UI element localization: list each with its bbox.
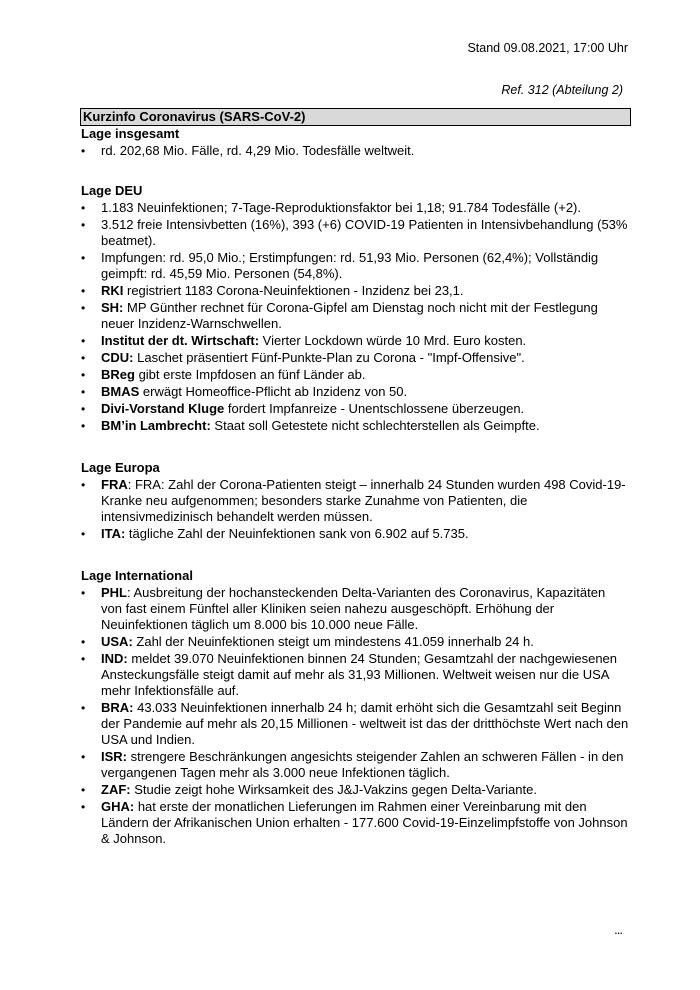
list-item	[81, 217, 629, 249]
item-label: Institut der dt. Wirtschaft:	[101, 333, 260, 348]
item-label: CDU:	[101, 350, 134, 365]
item-text: 3.512 freie Intensivbetten (16%), 393 (+6) COVID-19 Patienten in Intensivbehandlung (53% beatmet).	[101, 217, 628, 248]
list-item	[81, 401, 629, 417]
item-label: ZAF:	[101, 782, 131, 797]
item-text: registriert 1183 Corona-Neuinfektionen - Inzidenz bei 23,1.	[123, 283, 464, 298]
document-title: Kurzinfo Coronavirus (SARS-CoV-2)	[80, 108, 631, 126]
reference-label: Ref. 312 (Abteilung 2)	[501, 83, 623, 97]
list-item	[81, 782, 629, 798]
bullet-list	[81, 477, 629, 542]
list-item	[81, 250, 629, 282]
sections-container	[81, 126, 629, 847]
item-label: BReg	[101, 367, 135, 382]
section-heading: Lage DEU	[81, 183, 143, 198]
list-item	[81, 585, 629, 633]
item-label: PHL	[101, 585, 127, 600]
item-text: : Ausbreitung der hochansteckenden Delta-Varianten des Coronavirus, Kapazitäten von fast einem Fünftel aller Kliniken seien nahezu ausgeschöpft. Erhöhung der Neuinfektionen täglich um 8.000 bis 10.000 neue Fälle.	[101, 585, 606, 632]
section-heading: Lage International	[81, 568, 193, 583]
item-text: tägliche Zahl der Neuinfektionen sank von 6.902 auf 5.735.	[125, 526, 469, 541]
list-item	[81, 143, 629, 159]
list-item	[81, 749, 629, 781]
item-label: Divi-Vorstand Kluge	[101, 401, 225, 416]
bullet-list	[81, 585, 629, 847]
continuation-marker: ...	[614, 922, 622, 937]
list-item	[81, 300, 629, 332]
item-label: SH:	[101, 300, 124, 315]
list-item	[81, 477, 629, 525]
list-item	[81, 350, 629, 366]
list-item	[81, 283, 629, 299]
section-heading: Lage Europa	[81, 460, 160, 475]
item-text: MP Günther rechnet für Corona-Gipfel am Dienstag noch nicht mit der Festlegung neuer Inzidenz-Warnschwellen.	[101, 300, 598, 331]
item-text: rd. 202,68 Mio. Fälle, rd. 4,29 Mio. Todesfälle weltweit.	[101, 143, 415, 158]
list-item	[81, 634, 629, 650]
item-text: 1.183 Neuinfektionen; 7-Tage-Reproduktionsfaktor bei 1,18; 91.784 Todesfälle (+2).	[101, 200, 581, 215]
section-lage-international	[81, 568, 629, 847]
item-label: ITA:	[101, 526, 126, 541]
item-text: Impfungen: rd. 95,0 Mio.; Erstimpfungen: rd. 51,93 Mio. Personen (62,4%); Vollständig geimpft: rd. 45,59 Mio. Personen (54,8%).	[101, 250, 599, 281]
section-lage-insgesamt	[81, 126, 629, 159]
document-body	[81, 108, 629, 847]
item-text: gibt erste Impfdosen an fünf Länder ab.	[134, 367, 366, 382]
stand-date: Stand 09.08.2021, 17:00 Uhr	[467, 41, 628, 55]
item-label: IND:	[101, 651, 128, 666]
list-item	[81, 418, 629, 434]
item-text: hat erste der monatlichen Lieferungen im Rahmen einer Vereinbarung mit den Ländern der Afrikanischen Union erhalten - 177.600 Covid-19-Einzelimpfstoffe von Johnson & Johnson.	[101, 799, 628, 846]
list-item	[81, 526, 629, 542]
section-heading: Lage insgesamt	[81, 126, 180, 141]
list-item	[81, 799, 629, 847]
list-item	[81, 200, 629, 216]
section-lage-deu	[81, 183, 629, 434]
item-text: 43.033 Neuinfektionen innerhalb 24 h; damit erhöht sich die Gesamtzahl seit Beginn der Pandemie auf mehr als 20,15 Millionen - weltweit ist das der dritthöchste Wert nach den USA und Indien.	[101, 700, 629, 747]
item-label: USA:	[101, 634, 133, 649]
list-item	[81, 333, 629, 349]
item-text: erwägt Homeoffice-Pflicht ab Inzidenz von 50.	[139, 384, 408, 399]
item-label: RKI	[101, 283, 124, 298]
item-text: fordert Impfanreize - Unentschlossene überzeugen.	[224, 401, 525, 416]
item-text: Zahl der Neuinfektionen steigt um mindestens 41.059 innerhalb 24 h.	[132, 634, 534, 649]
section-lage-europa	[81, 460, 629, 542]
list-item	[81, 367, 629, 383]
bullet-list	[81, 143, 629, 159]
item-label: BMAS	[101, 384, 140, 399]
list-item	[81, 384, 629, 400]
item-label: BM’in Lambrecht:	[101, 418, 211, 433]
bullet-list	[81, 200, 629, 434]
item-label: FRA	[101, 477, 128, 492]
list-item	[81, 651, 629, 699]
item-label: GHA:	[101, 799, 135, 814]
item-text: meldet 39.070 Neuinfektionen binnen 24 Stunden; Gesamtzahl der nachgewiesenen Ansteckungsfälle steigt damit auf mehr als 31,93 Millionen. Weltweit weisen nur die USA mehr Infektionsfälle auf.	[101, 651, 618, 698]
item-text: Laschet präsentiert Fünf-Punkte-Plan zu Corona - "Impf-Offensive".	[133, 350, 525, 365]
list-item	[81, 700, 629, 748]
item-text: : FRA: Zahl der Corona-Patienten steigt – innerhalb 24 Stunden wurden 498 Covid-19-Kranke neu aufgenommen; besonders starke Zunahme von Patienten, die intensivmedizinisch behandelt werden müssen.	[101, 477, 626, 524]
item-label: BRA:	[101, 700, 134, 715]
item-text: Vierter Lockdown würde 10 Mrd. Euro kosten.	[259, 333, 527, 348]
item-text: Studie zeigt hohe Wirksamkeit des J&J-Vakzins gegen Delta-Variante.	[130, 782, 537, 797]
item-text: Staat soll Getestete nicht schlechterstellen als Geimpfte.	[210, 418, 540, 433]
item-text: strengere Beschränkungen angesichts steigender Zahlen an schweren Fällen - in den vergangenen Tagen mehr als 3.000 neue Infektionen täglich.	[101, 749, 624, 780]
item-label: ISR:	[101, 749, 127, 764]
